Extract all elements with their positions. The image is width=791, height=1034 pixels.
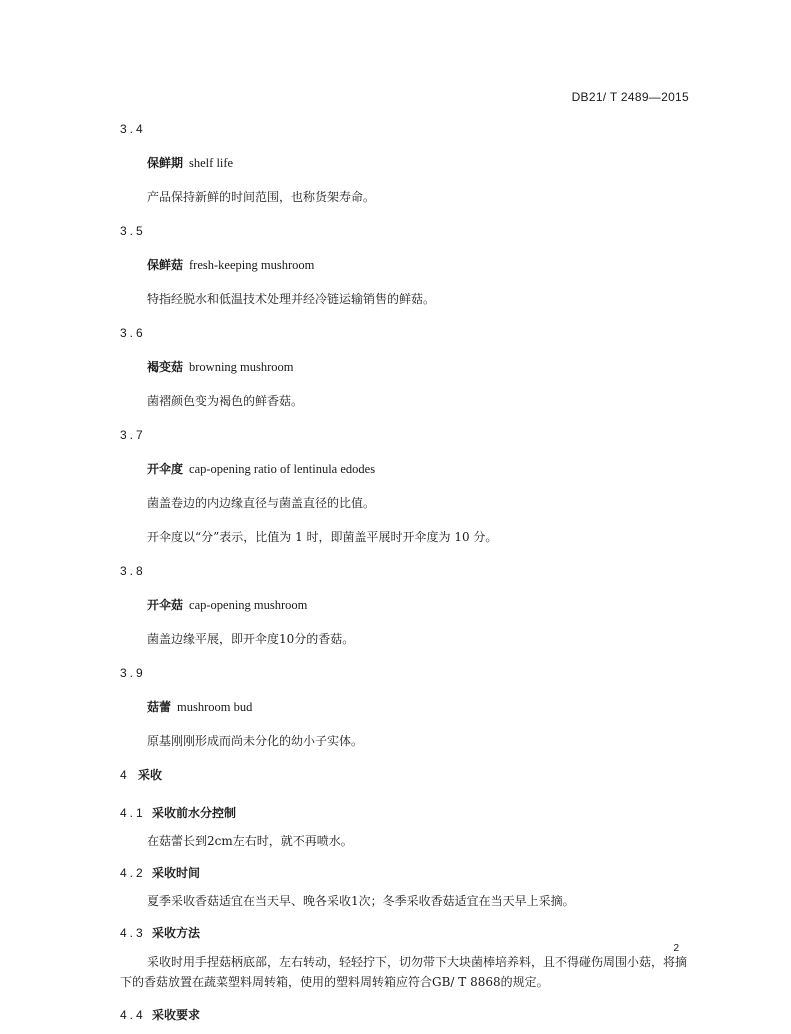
- term-definition: 原基刚刚形成而尚未分化的幼小子实体。: [147, 734, 364, 748]
- subsection-title: 采收方法: [152, 926, 201, 940]
- term-en: mushroom bud: [177, 700, 253, 714]
- term-entry: [120, 426, 690, 546]
- subsection-number: 4.2: [120, 866, 146, 880]
- term-note: 开伞度以“分”表示，比值为 1 时，即菌盖平展时开伞度为 10 分。: [147, 530, 498, 544]
- term-definition: 菌盖边缘平展，即开伞度10分的香菇。: [147, 632, 355, 646]
- section-heading: [120, 766, 690, 784]
- term-cn: 菇蕾: [147, 700, 172, 714]
- section-number: 4: [120, 768, 127, 782]
- page-number: 2: [673, 943, 679, 954]
- subsection-number: 4.1: [120, 806, 146, 820]
- term-en: shelf life: [189, 156, 234, 170]
- section-title: 采收: [138, 768, 163, 782]
- subsection-text: 在菇蕾长到2cm左右时，就不再喷水。: [147, 834, 353, 848]
- term-heading: [147, 256, 690, 274]
- term-heading: [147, 596, 690, 614]
- term-en: browning mushroom: [189, 360, 294, 374]
- term-entry: [120, 120, 690, 206]
- term-number: 3.5: [120, 224, 146, 238]
- term-en: cap-opening ratio of lentinula edodes: [189, 462, 376, 476]
- subsection-number: 4.3: [120, 926, 146, 940]
- term-heading: [147, 358, 690, 376]
- term-heading: [147, 154, 690, 172]
- term-heading: [147, 698, 690, 716]
- term-definition: 菌盖卷边的内边缘直径与菌盖直径的比值。: [147, 496, 376, 510]
- term-entry: [120, 562, 690, 648]
- term-number: 3.4: [120, 122, 146, 136]
- term-cn: 开伞菇: [147, 598, 184, 612]
- term-number: 3.7: [120, 428, 146, 442]
- term-number: 3.9: [120, 666, 146, 680]
- subsection-heading: [120, 864, 690, 882]
- term-number: 3.8: [120, 564, 146, 578]
- term-heading: [147, 460, 690, 478]
- term-entry: [120, 222, 690, 308]
- standard-number: DB21/ T 2489—2015: [571, 90, 689, 104]
- term-definition: 特指经脱水和低温技术处理并经冷链运输销售的鲜菇。: [147, 292, 436, 306]
- term-cn: 开伞度: [147, 462, 184, 476]
- subsection-heading: [120, 924, 690, 942]
- subsection-heading: [120, 804, 690, 822]
- subsection-title: 采收要求: [152, 1008, 201, 1022]
- term-cn: 保鲜期: [147, 156, 184, 170]
- document-body: [120, 120, 690, 1034]
- subsection-text: 采收时用手捏菇柄底部，左右转动，轻轻拧下，切勿带下大块菌棒培养料，且不得碰伤周围小菇，将摘下的香菇放置在蔬菜塑料周转箱，使用的塑料周转箱应符合GB/ T 8868的规定。: [120, 955, 688, 989]
- term-entry: [120, 664, 690, 750]
- subsection-title: 采收时间: [152, 866, 201, 880]
- term-en: cap-opening mushroom: [189, 598, 308, 612]
- subsection-text: 夏季采收香菇适宜在当天早、晚各采收1次；冬季采收香菇适宜在当天早上采摘。: [147, 894, 575, 908]
- term-definition: 产品保持新鲜的时间范围，也称货架寿命。: [147, 190, 376, 204]
- term-en: fresh-keeping mushroom: [189, 258, 315, 272]
- term-number: 3.6: [120, 326, 146, 340]
- subsection-title: 采收前水分控制: [152, 806, 237, 820]
- subsection-number: 4.4: [120, 1008, 146, 1022]
- term-entry: [120, 324, 690, 410]
- term-definition: 菌褶颜色变为褐色的鲜香菇。: [147, 394, 304, 408]
- subsection-heading: [120, 1006, 690, 1024]
- term-cn: 褐变菇: [147, 360, 184, 374]
- term-cn: 保鲜菇: [147, 258, 184, 272]
